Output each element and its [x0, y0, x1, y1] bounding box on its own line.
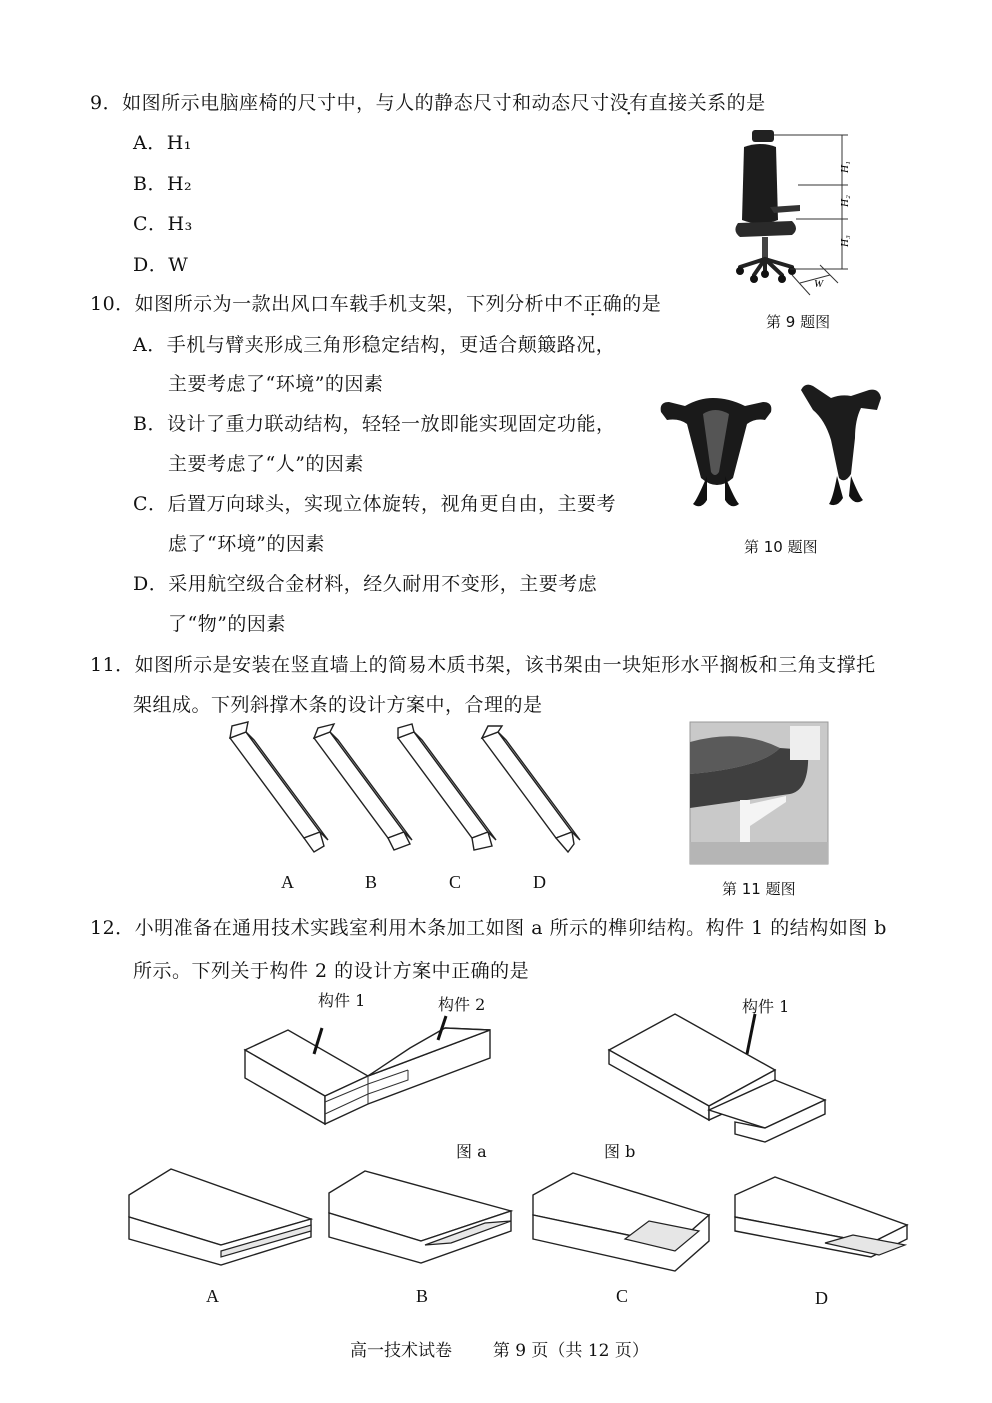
- phone-holder-figure: [655, 380, 900, 515]
- chair-back: [742, 144, 778, 224]
- q9-stem-part2: 直接关系的是: [648, 92, 766, 114]
- q11-brace-options: [220, 722, 580, 862]
- part2-option-d: [735, 1177, 907, 1257]
- footer-page-number: 第 9 页（共 12 页）: [492, 1341, 649, 1361]
- part2-option-c: [533, 1173, 709, 1271]
- q10-option-c-line2: 虑了“环境”的因素: [168, 533, 325, 555]
- q9-stem-part1: 9．如图所示电脑座椅的尺寸中，与人的静态尺寸和动态尺寸: [90, 92, 610, 114]
- q12-choice-b-label: B: [416, 1286, 429, 1306]
- bookshelf-photo: [690, 722, 828, 864]
- q11-choice-c-label: C: [449, 872, 462, 892]
- question-9-stem: [90, 88, 766, 115]
- chair-seat: [735, 221, 796, 237]
- brace-option-a: [230, 722, 328, 852]
- q10-stem-part2: 的是: [622, 293, 662, 315]
- q10-emphasis: 不正确: [563, 293, 623, 315]
- q10-option-b-line1: B．设计了重力联动结构，轻轻一放即能实现固定功能，: [133, 413, 616, 435]
- q9-option-a: A．H₁: [133, 132, 192, 154]
- brace-option-b: [314, 724, 412, 850]
- page-footer: [350, 1336, 649, 1361]
- q11-figure-caption: 第 11 题图: [722, 880, 796, 898]
- question-11-stem-line1: 11．如图所示是安装在竖直墙上的简易木质书架，该书架由一块矩形水平搁板和三角支撑托: [90, 654, 876, 676]
- q10-option-d-line2: 了“物”的因素: [168, 613, 286, 635]
- q12-answer-options: [125, 1165, 915, 1275]
- q9-option-b: B．H₂: [133, 173, 193, 195]
- figure-b-caption: 图 b: [604, 1142, 636, 1161]
- label-part1-a: 构件 1: [318, 991, 366, 1010]
- question-11-stem-line2: 架组成。下列斜撑木条的设计方案中，合理的是: [133, 694, 543, 716]
- dim-label-h1: H₁: [839, 161, 851, 173]
- dim-label-h2: H₂: [839, 195, 851, 207]
- figure-a-caption: 图 a: [456, 1142, 487, 1161]
- dim-label-w: W: [814, 278, 824, 290]
- q11-choice-b-label: B: [365, 872, 378, 892]
- q9-figure-caption: 第 9 题图: [766, 313, 831, 331]
- footer-exam-title: 高一技术试卷: [350, 1341, 452, 1361]
- wall-fixture: [790, 726, 820, 760]
- q11-choice-a-label: A: [281, 872, 294, 892]
- chair-gas-lift: [762, 237, 768, 259]
- q9-option-c: C．H₃: [133, 213, 193, 235]
- brace-option-c: [398, 724, 496, 850]
- q10-stem-part1: 10．如图所示为一款出风口车载手机支架，下列分析中: [90, 293, 564, 315]
- q12-choice-c-label: C: [616, 1286, 629, 1306]
- q10-option-b-line2: 主要考虑了“人”的因素: [168, 453, 364, 475]
- joint-figure-b: [605, 1010, 835, 1150]
- office-chair-figure: [730, 125, 870, 305]
- brace-option-d: [482, 726, 580, 852]
- q10-option-a-line1: A．手机与臂夹形成三角形稳定结构，更适合颠簸路况，: [133, 334, 616, 356]
- q11-choice-d-label: D: [533, 872, 546, 892]
- part2-option-a: [129, 1169, 311, 1265]
- label-part2-a: 构件 2: [438, 995, 486, 1014]
- question-10-stem: [90, 289, 661, 316]
- q12-choice-d-label: D: [815, 1288, 828, 1308]
- part2-option-b: [329, 1171, 511, 1263]
- q10-option-d-line1: D．采用航空级合金材料，经久耐用不变形，主要考虑: [133, 573, 598, 595]
- question-12-stem-line2: 所示。下列关于构件 2 的设计方案中正确的是: [133, 960, 530, 982]
- chair-headrest: [752, 130, 774, 142]
- question-12-stem-line1: 12．小明准备在通用技术实践室利用木条加工如图 a 所示的榫卯结构。构件 1 的结构如图 b: [90, 917, 887, 939]
- phone-holder-side-view: [801, 385, 881, 505]
- phone-holder-front-view: [661, 398, 772, 506]
- q12-choice-a-label: A: [206, 1286, 219, 1306]
- chair-dimension-lines: [774, 135, 848, 295]
- dim-label-h3: H₃: [839, 235, 851, 247]
- q10-option-a-line2: 主要考虑了“环境”的因素: [168, 373, 384, 395]
- q9-emphasis: 没有: [609, 92, 649, 114]
- q10-figure-caption: 第 10 题图: [744, 538, 818, 556]
- q9-option-d: D．W: [133, 254, 189, 276]
- label-part1-b: 构件 1: [742, 997, 790, 1016]
- q10-option-c-line1: C．后置万向球头，实现立体旋转，视角更自由，主要考: [133, 493, 617, 515]
